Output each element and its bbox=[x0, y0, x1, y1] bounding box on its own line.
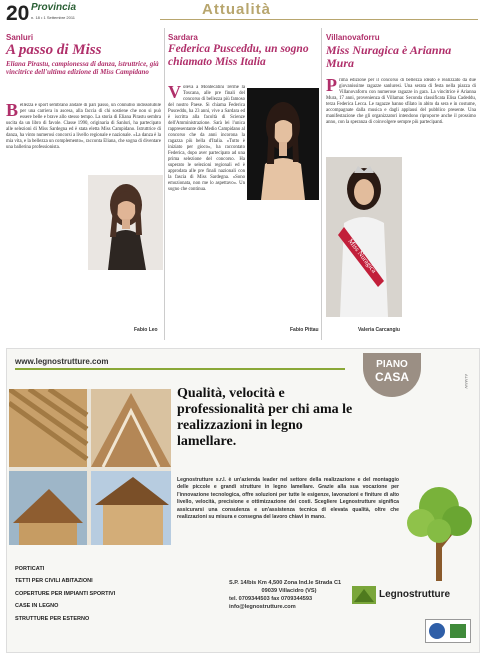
issue-line: n. 18 • 1 Settembre 2011 bbox=[31, 15, 76, 20]
miss-sash-text: Miss Nuragica bbox=[346, 237, 378, 275]
brand-logo-icon bbox=[351, 585, 377, 605]
col3-drop-cap: P bbox=[326, 78, 337, 95]
col2-body-continued bbox=[168, 258, 318, 326]
column-divider bbox=[321, 28, 322, 340]
col2-body bbox=[168, 85, 245, 255]
col1-body-text: ellezza e sport sembrano andare di pari passo, un connubio indissolubile per una carriera in ascesa, alla faccia di chi sostiene che non si può essere belle e brave allo stesso tempo. La storia di Eliana Pirastu sembra uscita da un libro di favole. Classe 1990, originaria di Sanluri, ha partecipato alle selezioni di Miss Sardegna ed è stata eletta Miss Campidano. Istruttrice di danza, ha vinto numerosi concorsi a livello regionale e nazionale. «La danza è la mia vita, e la bellezza un complemento», racconta Eliana, che sogna di diventare una ballerina professionista. bbox=[6, 103, 161, 150]
col3-body bbox=[326, 78, 476, 154]
col2-body-text: oleva a Montecatini Terme la Toscana, alle pre finali del concorso di bellezza più famoso del nostro Paese. Si chiama Federica Pusceddu, ha 23 anni, vive a Sardara ed è iscritta alla facoltà di Scienze dell'Amministrazione. Sarà lei l'unica rappresentante del Medio Campidano al concorso che da anni incorona la ragazza più bella d'Italia. «Tutto è iniziato per gioco», ha raccontato Federica, dopo aver partecipato ad una prima selezione del concorso. Ha superato le selezioni regionali ed è approdata alle pre finali nazionali con la fascia di Miss Sardegna. «Sono emozionata, non me lo aspettavo». Un sogno che continua. bbox=[168, 85, 245, 192]
address-line: 09039 Villacidro (VS) bbox=[261, 588, 317, 594]
service-item: PORTICATI bbox=[15, 566, 45, 572]
col2-headline: Federica Pusceddu, un sogno chiamato Miss Italia bbox=[168, 43, 309, 68]
phone-line: tel. 0709344503 fax 0709344593 bbox=[229, 596, 313, 602]
service-item: STRUTTURE PER ESTERNO bbox=[15, 615, 90, 622]
col1-drop-cap: B bbox=[6, 103, 19, 120]
advertisement bbox=[6, 348, 480, 653]
col3-headline: Miss Nuragica è Arianna Mura bbox=[326, 43, 452, 70]
page-number: 20 bbox=[6, 2, 30, 25]
tree-icon bbox=[403, 479, 475, 589]
ad-address bbox=[229, 579, 349, 611]
col3-body-continued bbox=[405, 157, 476, 317]
section-header bbox=[160, 1, 478, 20]
address-line: S.P. 14/bis Km 4,500 Zona Ind.le Strada C1 bbox=[229, 580, 342, 586]
piano-casa-badge bbox=[363, 353, 421, 397]
ad-side-code: ALMAW bbox=[464, 374, 469, 389]
ad-divider-line bbox=[15, 368, 345, 370]
ad-brand-name: Legnostrutture bbox=[379, 589, 451, 600]
certification-logo-icon bbox=[425, 619, 471, 643]
ad-website[interactable]: www.legnostrutture.com bbox=[15, 357, 109, 366]
col1-byline: Fabio Leo bbox=[134, 327, 158, 333]
service-item: TETTI PER CIVILI ABITAZIONI bbox=[15, 578, 93, 585]
newspaper-logo: Provincia bbox=[31, 2, 77, 13]
email-line[interactable]: info@legnostrutture.com bbox=[229, 604, 296, 610]
ad-headline: Qualità, velocità e professionalità per chi ama le realizzazioni in legno lamellare. bbox=[177, 386, 353, 449]
services-list bbox=[15, 563, 175, 625]
col3-kicker: Villanovaforru bbox=[326, 33, 380, 42]
col2-photo bbox=[247, 88, 319, 200]
service-item: CASE IN LEGNO bbox=[15, 603, 59, 610]
col3-byline: Valeria Carcangiu bbox=[358, 327, 400, 333]
badge-line2: CASA bbox=[374, 370, 409, 384]
section-title: Attualità bbox=[202, 1, 271, 18]
col2-drop-cap: V bbox=[168, 85, 181, 102]
col3-photo bbox=[326, 157, 402, 317]
col2-byline: Fabio Pittau bbox=[290, 327, 319, 333]
col1-kicker: Sanluri bbox=[6, 33, 34, 42]
col3-body-text: rima edizione per il concorso di bellezza ideato e realizzato da due giovanissime ragazze sanluresi. Una serata di festa nella piazza di Villanovaforru con numerose ragazze in gara. La vincitrice è Arianna Mura, 17 anni, provenienza di Villamar. Seconda classificata Elisa Cadeddu, terza Federica Lecca. Le ragazze hanno sfilato in abito da sera e in costume, accompagnate dalla musica e dagli applausi del pubblico presente. Una manifestazione che gli organizzatori intendono riproporre anche il prossimo anno, con la speranza di coinvolgere sempre più partecipanti. bbox=[326, 78, 476, 125]
ad-body: Legnostrutture s.r.l. è un'azienda leader nel settore della realizzazione e del montaggio delle piccole e grandi strutture in legno lamellare. Grazie alla sua vocazione per l'innovazione tecnologica, offre soluzioni per tutte le esigenze, lavorazioni e finiture di alto livello, velocità, precisione e ottimizzazione dei costi. Scegliere Legnostrutture significa assicurarsi una consulenza e un'assistenza tecnica di elevata qualità, oltre che realizzazioni su misura e consegna del lavoro chiavi in mano. bbox=[177, 477, 399, 521]
col2-kicker: Sardara bbox=[168, 33, 198, 42]
ad-photo-collage bbox=[9, 389, 171, 545]
col1-headline: A passo di Miss bbox=[6, 42, 102, 58]
column-divider bbox=[164, 28, 165, 340]
col1-photo bbox=[88, 175, 163, 270]
col1-subtitle: Eliana Pirastu, campionessa di danza, istruttrice, già vincitrice dell'ultima edizione di Miss Campidano bbox=[6, 60, 159, 76]
badge-line1: PIANO bbox=[376, 359, 408, 370]
service-item: COPERTURE PER IMPIANTI SPORTIVI bbox=[15, 590, 116, 597]
